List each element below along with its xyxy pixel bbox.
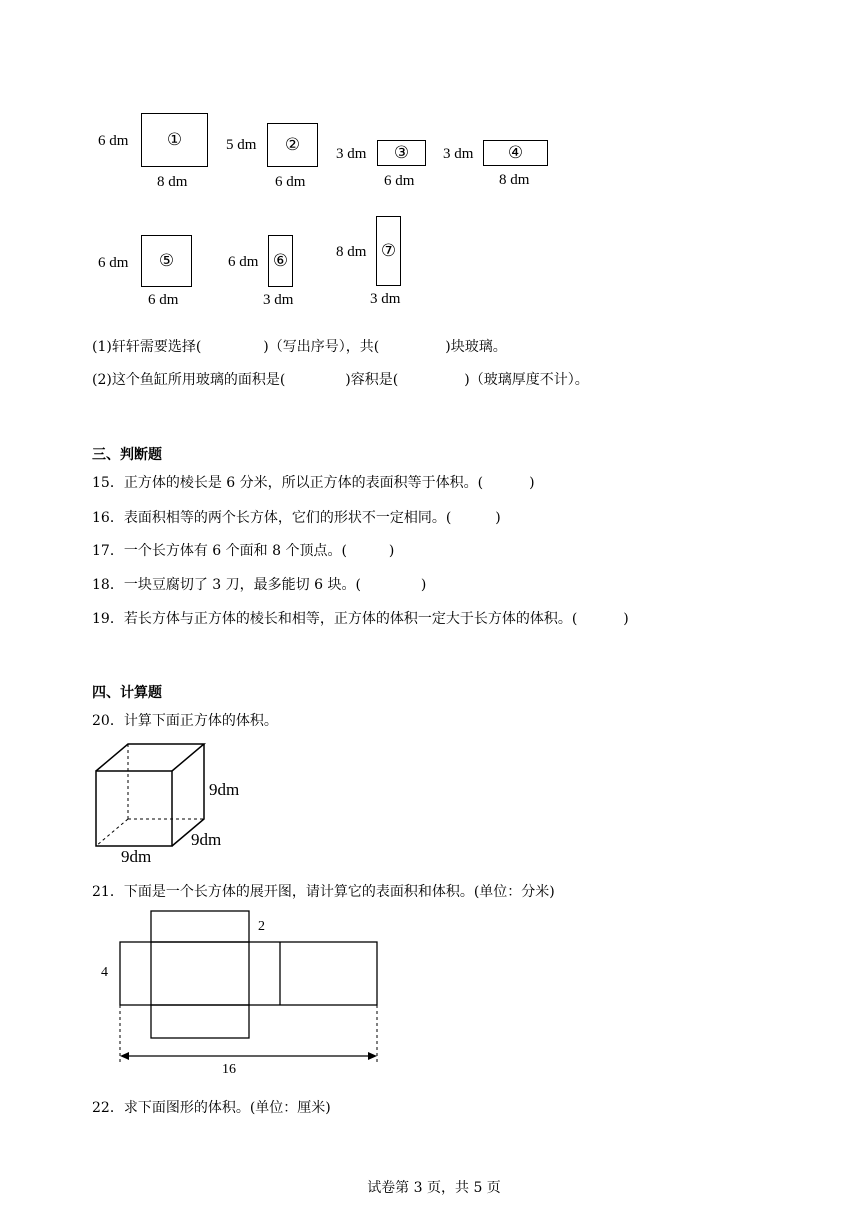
q19-close: )	[623, 611, 629, 627]
piece2-mark: ②	[284, 135, 301, 155]
q19-text: 若长方体与正方体的棱长和相等，正方体的体积一定大于长方体的体积。(	[123, 611, 578, 627]
piece4-height: 3 dm	[443, 146, 474, 162]
piece1-height: 6 dm	[98, 133, 129, 149]
net-dim-arrow-left	[120, 1052, 129, 1060]
question-20: 20．计算下面正方体的体积。	[92, 713, 278, 729]
section3-title: 三、判断题	[92, 447, 162, 463]
section4-title: 四、计算题	[92, 685, 162, 701]
q14-sub2-part-b: )容积是(	[345, 372, 399, 388]
piece6-height: 6 dm	[228, 254, 259, 270]
q16-close: )	[495, 510, 501, 526]
q16-text: 表面积相等的两个长方体，它们的形状不一定相同。(	[123, 510, 452, 526]
cube-depth-label: 9dm	[191, 830, 222, 849]
question-15	[92, 472, 535, 492]
cube-front-face	[96, 771, 172, 846]
page-footer: 试卷第 3 页，共 5 页	[367, 1180, 501, 1196]
q16-number: 16．	[92, 510, 124, 526]
q14-sub1	[92, 336, 507, 356]
cube-hidden-edge-depth	[96, 819, 128, 846]
q14-sub2-part-a: (2)这个鱼缸所用玻璃的面积是(	[92, 372, 286, 388]
q17-number: 17．	[92, 543, 124, 559]
q14-sub1-part-a: (1)轩轩需要选择(	[92, 339, 202, 355]
net-dim-arrow-right	[368, 1052, 377, 1060]
net-label-left: 4	[101, 965, 108, 980]
piece6-width: 3 dm	[263, 292, 294, 308]
cube-width-label: 9dm	[121, 847, 152, 866]
net-bottom-face	[151, 1005, 249, 1038]
q14-sub2-part-c: )（玻璃厚度不计）。	[464, 372, 589, 388]
cube-height-label: 9dm	[209, 780, 240, 799]
piece2-width: 6 dm	[275, 174, 306, 190]
piece5-height: 6 dm	[98, 255, 129, 271]
question-19	[92, 608, 629, 628]
glass-piece-2	[267, 123, 318, 167]
piece7-width: 3 dm	[370, 291, 401, 307]
piece1-mark: ①	[166, 130, 183, 150]
net-label-bottom: 16	[222, 1062, 236, 1077]
piece5-width: 6 dm	[148, 292, 179, 308]
q14-sub2	[92, 369, 589, 389]
glass-piece-5	[141, 235, 192, 287]
glass-piece-7	[376, 216, 401, 286]
piece5-mark: ⑤	[158, 251, 175, 271]
cuboid-net-figure	[110, 905, 390, 1067]
q18-close: )	[420, 577, 427, 593]
q14-sub1-part-c: )块玻璃。	[445, 339, 507, 355]
question-18	[92, 574, 426, 594]
net-top-face	[151, 911, 249, 942]
piece3-mark: ③	[393, 143, 410, 163]
q18-number: 18．	[92, 577, 124, 593]
q15-number: 15．	[92, 475, 124, 491]
q17-text: 一个长方体有 6 个面和 8 个顶点。(	[123, 543, 347, 559]
glass-piece-3	[377, 140, 426, 166]
piece6-mark: ⑥	[272, 251, 289, 271]
q17-close: )	[388, 543, 395, 559]
glass-piece-6	[268, 235, 293, 287]
glass-piece-4	[483, 140, 548, 166]
net-label-top: 2	[258, 919, 265, 934]
piece7-height: 8 dm	[336, 244, 367, 260]
piece4-mark: ④	[507, 143, 524, 163]
piece4-width: 8 dm	[499, 172, 530, 188]
q15-text: 正方体的棱长是 6 分米，所以正方体的表面积等于体积。(	[123, 475, 484, 491]
piece3-width: 6 dm	[384, 173, 415, 189]
question-22: 22．求下面图形的体积。(单位：厘米)	[92, 1100, 331, 1116]
q15-close: )	[529, 475, 535, 491]
piece7-mark: ⑦	[380, 241, 397, 261]
q14-sub1-part-b: )（写出序号），共(	[263, 339, 380, 355]
q19-number: 19．	[92, 611, 124, 627]
question-21: 21．下面是一个长方体的展开图，请计算它的表面积和体积。(单位：分米)	[92, 884, 555, 900]
question-16	[92, 507, 501, 527]
glass-piece-1	[141, 113, 208, 167]
question-17	[92, 540, 394, 560]
piece1-width: 8 dm	[157, 174, 188, 190]
cube-figure	[90, 740, 260, 868]
piece3-height: 3 dm	[336, 146, 367, 162]
piece2-height: 5 dm	[226, 137, 257, 153]
q18-text: 一块豆腐切了 3 刀，最多能切 6 块。(	[123, 577, 361, 593]
cube-top-face	[96, 744, 204, 771]
